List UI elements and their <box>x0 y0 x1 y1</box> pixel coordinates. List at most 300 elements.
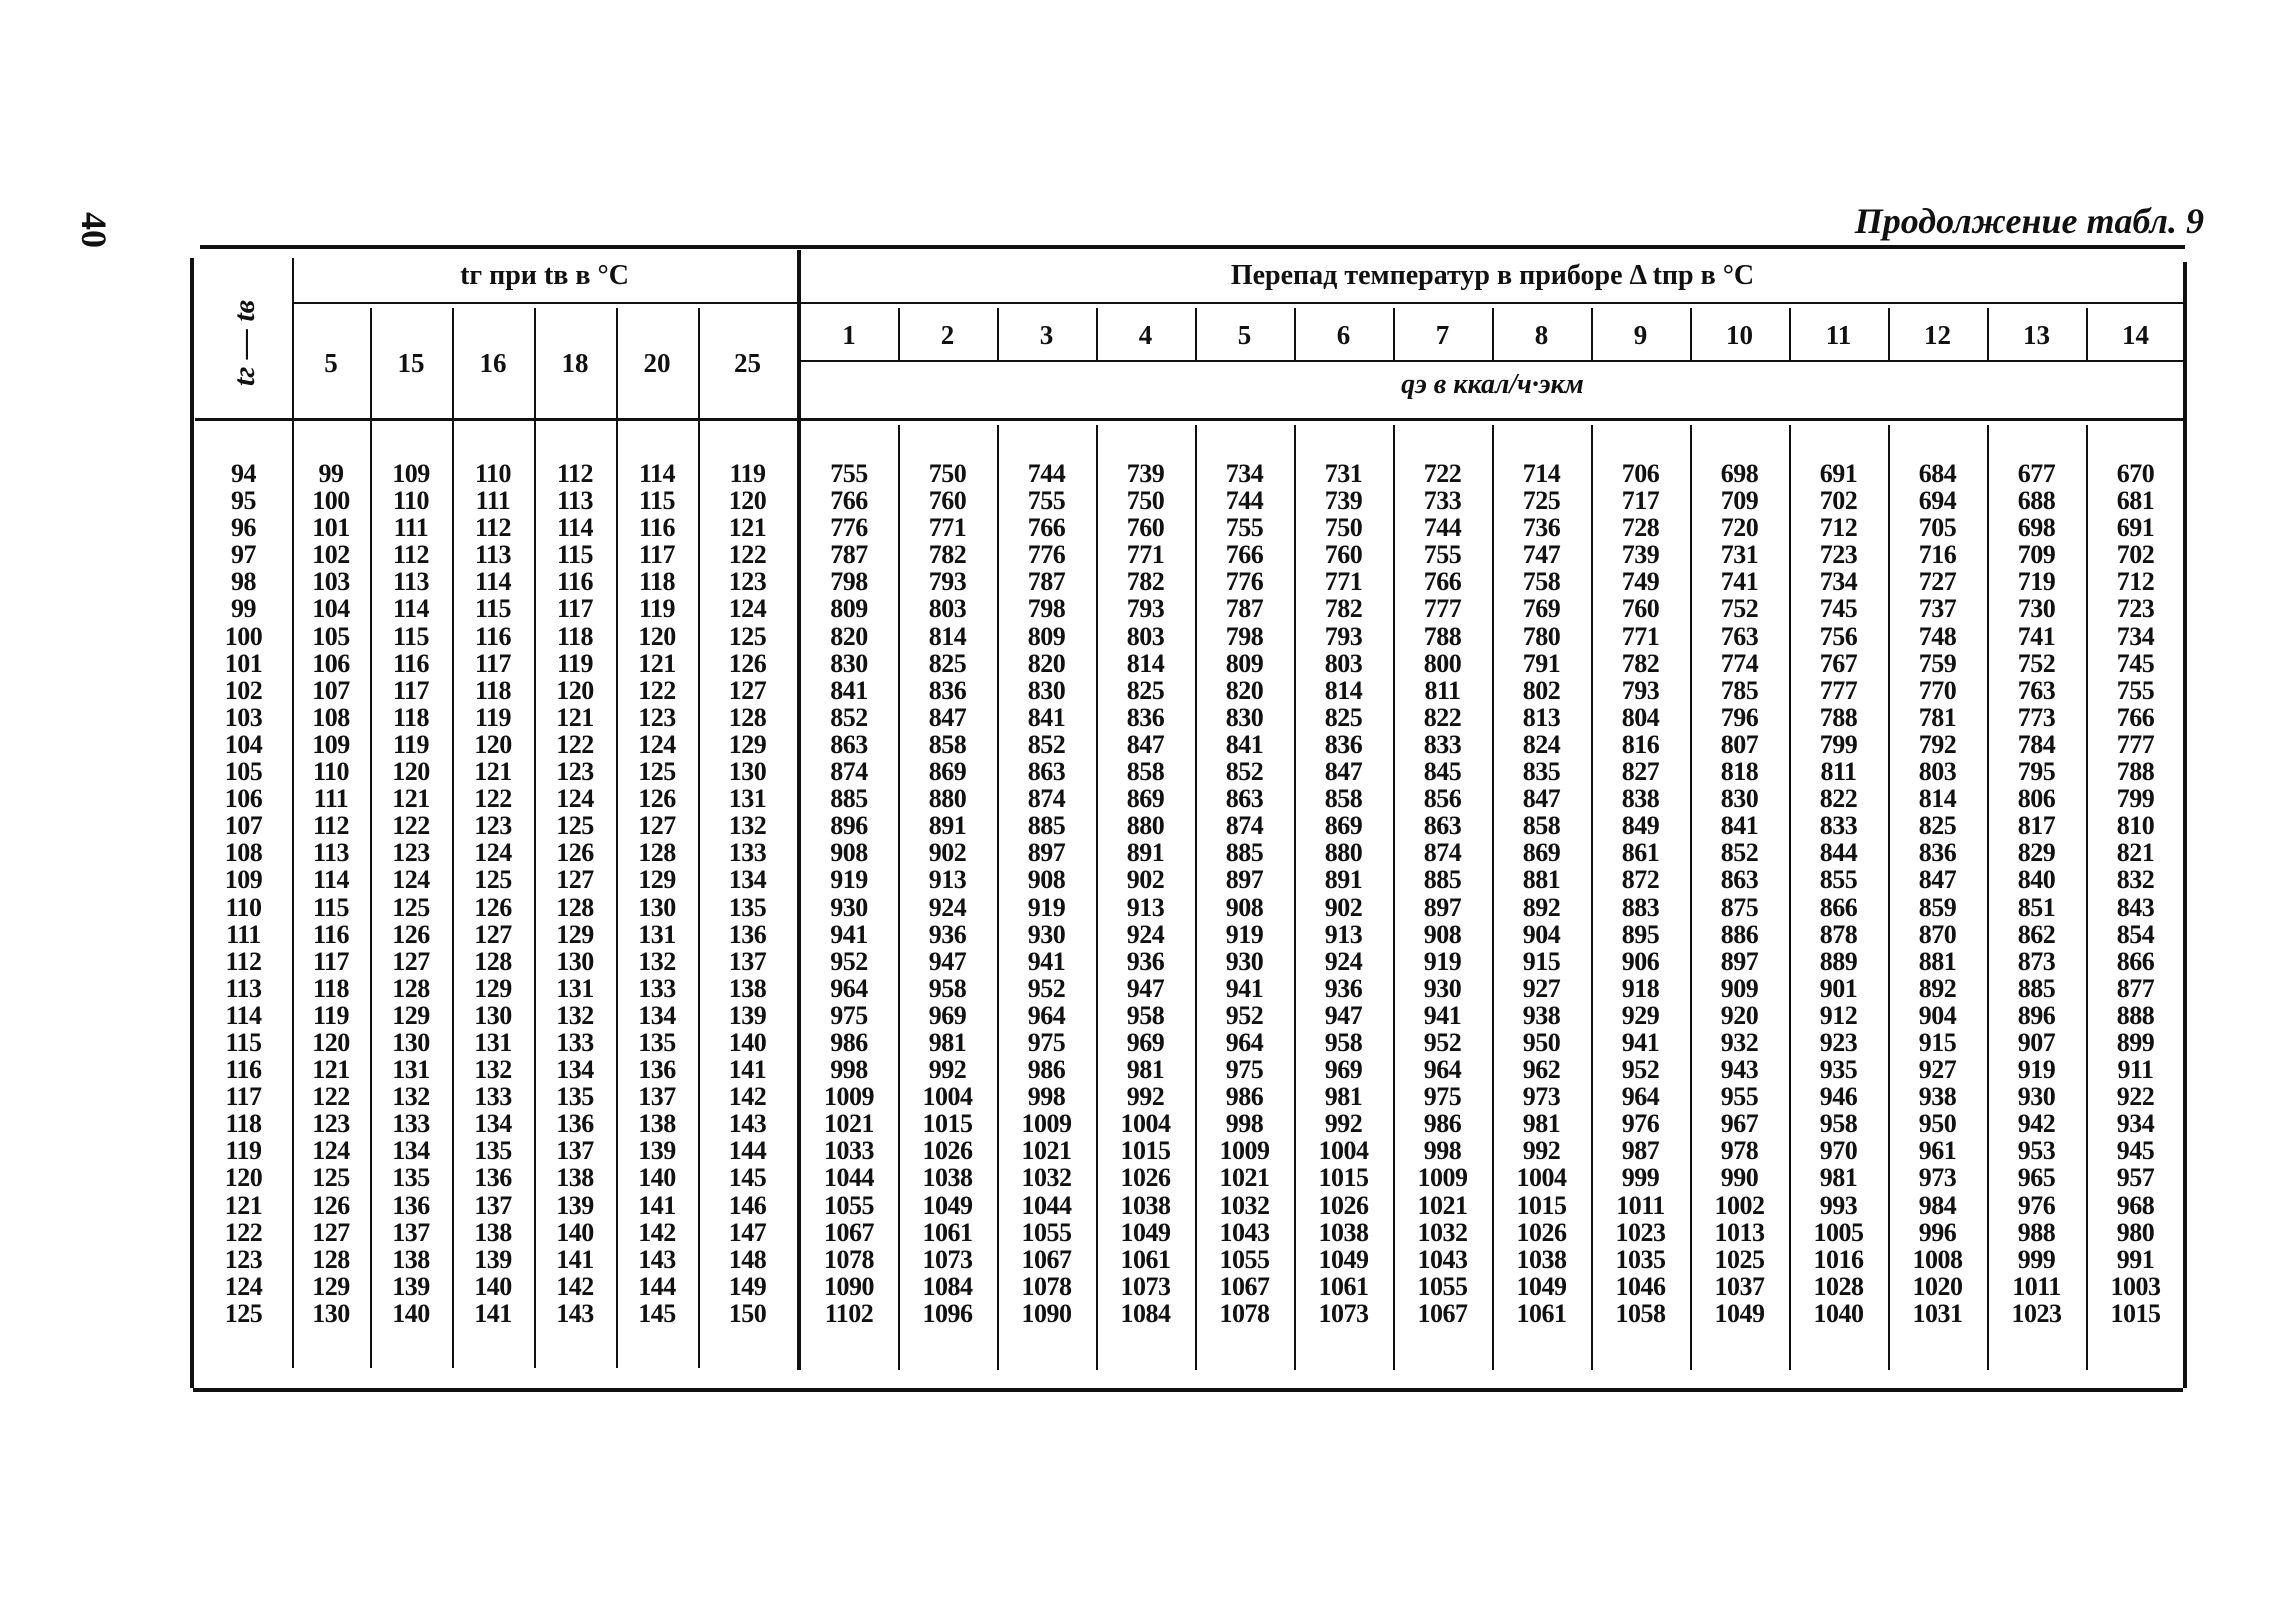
table-cell: 830 <box>1027 675 1066 705</box>
column-header-dt-13: 13 <box>2023 319 2050 350</box>
table-cell: 1084 <box>1120 1298 1171 1328</box>
table-cell: 126 <box>312 1190 350 1220</box>
column-header-dt-7: 7 <box>1435 319 1450 350</box>
table-cell: 760 <box>928 486 967 516</box>
table-cell: 771 <box>1324 567 1363 597</box>
table-cell: 143 <box>638 1244 676 1274</box>
table-cell: 116 <box>474 621 512 651</box>
table-cell: 117 <box>638 540 676 570</box>
table-cell: 705 <box>1918 513 1957 543</box>
column-q-dt-2 <box>898 460 997 1327</box>
table-cell: 935 <box>1819 1055 1858 1085</box>
table-cell: 114 <box>638 459 676 488</box>
table-cell: 988 <box>2017 1217 2056 1247</box>
table-cell: 104 <box>312 594 350 624</box>
table-cell: 1096 <box>922 1298 973 1328</box>
table-cell: 841 <box>1027 702 1066 732</box>
table-cell: 901 <box>1819 973 1858 1003</box>
table-cell: 133 <box>556 1027 594 1057</box>
table-cell: 756 <box>1819 621 1858 651</box>
table-cell: 941 <box>1423 1000 1462 1030</box>
table-cell: 745 <box>1819 594 1858 624</box>
table-cell: 1090 <box>824 1271 874 1301</box>
table-cell: 992 <box>1324 1109 1363 1139</box>
table-cell: 927 <box>1918 1055 1957 1085</box>
table-cell: 942 <box>2017 1109 2056 1139</box>
table-cell: 727 <box>1918 567 1957 597</box>
table-cell: 818 <box>1720 757 1759 787</box>
table-cell: 1015 <box>1318 1163 1369 1193</box>
table-cell: 137 <box>728 946 767 976</box>
table-cell: 125 <box>556 811 594 841</box>
table-cell: 103 <box>224 702 263 732</box>
table-cell: 146 <box>728 1190 767 1220</box>
table-cell: 777 <box>1423 594 1462 624</box>
table-cell: 915 <box>1522 946 1561 976</box>
table-cell: 145 <box>728 1163 767 1193</box>
table-cell: 1073 <box>922 1244 973 1274</box>
table-cell: 830 <box>1225 702 1264 732</box>
table-cell: 889 <box>1819 946 1858 976</box>
table-cell: 125 <box>224 1298 263 1328</box>
table-cell: 968 <box>2116 1190 2155 1220</box>
table-cell: 129 <box>728 729 767 759</box>
table-cell: 128 <box>312 1244 350 1274</box>
table-cell: 1073 <box>1120 1271 1171 1301</box>
table-cell: 109 <box>392 459 430 488</box>
table-cell: 782 <box>1126 567 1165 597</box>
table-cell: 814 <box>1324 675 1363 705</box>
table-cell: 930 <box>830 892 868 922</box>
table-cell: 116 <box>225 1055 262 1085</box>
table-cell: 745 <box>2116 648 2155 678</box>
table-cell: 908 <box>1423 919 1462 949</box>
table-cell: 766 <box>1027 513 1066 543</box>
table-cell: 1015 <box>1516 1190 1567 1220</box>
table-cell: 129 <box>392 1000 430 1030</box>
table-cell: 881 <box>1918 946 1957 976</box>
table-bottom-rule <box>193 1388 2183 1392</box>
table-cell: 111 <box>313 784 349 814</box>
table-cell: 112 <box>392 540 430 570</box>
table-cell: 748 <box>1918 621 1957 651</box>
table-cell: 121 <box>392 784 430 814</box>
table-cell: 1028 <box>1813 1271 1864 1301</box>
table-cell: 773 <box>2017 702 2056 732</box>
table-cell: 115 <box>556 540 594 570</box>
table-cell: 123 <box>392 838 430 868</box>
table-cell: 121 <box>638 648 676 678</box>
table-cell: 858 <box>1522 811 1561 841</box>
table-cell: 116 <box>556 567 594 597</box>
table-cell: 930 <box>1027 919 1066 949</box>
table-cell: 781 <box>1918 702 1957 732</box>
table-cell: 866 <box>2116 946 2155 976</box>
table-cell: 908 <box>1225 892 1264 922</box>
table-cell: 825 <box>1126 675 1165 705</box>
table-cell: 1049 <box>1120 1217 1171 1247</box>
table-continuation-caption: Продолжение табл. 9 <box>1854 201 2204 241</box>
table-cell: 800 <box>1423 648 1462 678</box>
table-left-border <box>190 258 194 1388</box>
table-cell: 110 <box>474 459 512 488</box>
table-cell: 919 <box>1423 946 1462 976</box>
table-cell: 981 <box>1522 1109 1561 1139</box>
column-header-dt-11: 11 <box>1825 319 1852 350</box>
table-cell: 964 <box>1423 1055 1462 1085</box>
table-cell: 1023 <box>2011 1298 2062 1328</box>
table-cell: 110 <box>392 486 430 516</box>
table-cell: 140 <box>392 1298 430 1328</box>
table-cell: 814 <box>928 621 967 651</box>
table-cell: 120 <box>224 1163 263 1193</box>
table-cell: 769 <box>1522 594 1561 624</box>
table-cell: 863 <box>830 729 868 759</box>
table-cell: 110 <box>312 757 350 787</box>
table-cell: 130 <box>474 1000 512 1030</box>
table-cell: 129 <box>312 1271 350 1301</box>
table-cell: 814 <box>1918 784 1957 814</box>
table-cell: 952 <box>1027 973 1066 1003</box>
table-cell: 124 <box>728 594 767 624</box>
table-cell: 752 <box>2017 648 2056 678</box>
column-header-dt-3: 3 <box>1039 319 1054 350</box>
table-cell: 836 <box>928 675 967 705</box>
table-cell: 992 <box>1522 1136 1561 1166</box>
table-cell: 843 <box>2116 892 2155 922</box>
table-cell: 1009 <box>1219 1136 1270 1166</box>
table-cell: 134 <box>638 1000 676 1030</box>
table-cell: 760 <box>1126 513 1165 543</box>
table-cell: 1032 <box>1021 1163 1072 1193</box>
table-cell: 1026 <box>1120 1163 1171 1193</box>
table-cell: 763 <box>1720 621 1759 651</box>
table-cell: 118 <box>556 621 594 651</box>
table-cell: 888 <box>2116 1000 2155 1030</box>
column-q-dt-10 <box>1690 460 1789 1327</box>
column-q-dt-13 <box>1987 460 2086 1327</box>
table-cell: 858 <box>1324 784 1363 814</box>
table-cell: 140 <box>556 1217 594 1247</box>
table-cell: 950 <box>1918 1109 1957 1139</box>
table-cell: 97 <box>231 540 256 570</box>
table-cell: 992 <box>928 1055 967 1085</box>
table-cell: 766 <box>830 486 868 516</box>
table-cell: 135 <box>556 1082 594 1112</box>
table-cell: 119 <box>312 1000 350 1030</box>
table-cell: 969 <box>928 1000 967 1030</box>
table-cell: 126 <box>638 784 676 814</box>
table-cell: 133 <box>392 1109 430 1139</box>
table-cell: 125 <box>392 892 430 922</box>
table-cell: 125 <box>474 865 512 895</box>
table-cell: 134 <box>728 865 767 895</box>
table-cell: 733 <box>1423 486 1462 516</box>
table-cell: 924 <box>1324 946 1363 976</box>
table-cell: 147 <box>728 1217 767 1247</box>
table-cell: 895 <box>1621 919 1660 949</box>
table-cell: 123 <box>728 567 767 597</box>
table-cell: 774 <box>1720 648 1759 678</box>
column-tg-16 <box>452 460 534 1327</box>
table-cell: 124 <box>224 1271 263 1301</box>
table-cell: 135 <box>474 1136 512 1166</box>
table-cell: 936 <box>928 919 967 949</box>
table-cell: 688 <box>2017 486 2056 516</box>
table-cell: 955 <box>1720 1082 1759 1112</box>
table-cell: 770 <box>1918 675 1957 705</box>
table-cell: 824 <box>1522 729 1561 759</box>
table-cell: 986 <box>1027 1055 1066 1085</box>
right-group-underline <box>800 302 2185 304</box>
table-cell: 681 <box>2116 486 2155 516</box>
table-cell: 691 <box>2116 513 2155 543</box>
table-cell: 145 <box>638 1298 676 1328</box>
table-cell: 139 <box>474 1244 512 1274</box>
table-cell: 120 <box>556 675 594 705</box>
table-cell: 755 <box>1027 486 1066 516</box>
table-cell: 863 <box>1720 865 1759 895</box>
page-number: 40 <box>74 212 114 248</box>
table-cell: 766 <box>1423 567 1462 597</box>
table-cell: 702 <box>2116 540 2155 570</box>
table-cell: 1049 <box>1516 1271 1567 1301</box>
table-cell: 1032 <box>1219 1190 1270 1220</box>
table-cell: 793 <box>1126 594 1165 624</box>
table-cell: 776 <box>830 513 868 543</box>
table-cell: 976 <box>1621 1109 1660 1139</box>
column-header-18: 18 <box>561 347 589 378</box>
table-cell: 788 <box>1819 702 1858 732</box>
table-cell: 149 <box>728 1271 767 1301</box>
column-header-dt-12: 12 <box>1924 319 1951 350</box>
table-cell: 128 <box>392 973 430 1003</box>
table-cell: 141 <box>474 1298 512 1328</box>
table-cell: 131 <box>638 919 676 949</box>
table-cell: 132 <box>474 1055 512 1085</box>
table-cell: 129 <box>638 865 676 895</box>
table-cell: 856 <box>1423 784 1462 814</box>
table-cell: 1009 <box>824 1082 874 1112</box>
table-cell: 967 <box>1720 1109 1759 1139</box>
table-cell: 1021 <box>1417 1190 1468 1220</box>
table-cell: 799 <box>1819 729 1858 759</box>
table-cell: 947 <box>1126 973 1165 1003</box>
table-cell: 1023 <box>1615 1217 1666 1247</box>
table-cell: 126 <box>392 919 430 949</box>
table-cell: 838 <box>1621 784 1660 814</box>
table-cell: 803 <box>1918 757 1957 787</box>
table-cell: 833 <box>1819 811 1858 841</box>
column-header-dt-1: 1 <box>842 319 856 350</box>
table-cell: 782 <box>1324 594 1363 624</box>
table-cell: 123 <box>224 1244 263 1274</box>
table-cell: 120 <box>312 1027 350 1057</box>
table-cell: 809 <box>1027 621 1066 651</box>
table-cell: 861 <box>1621 838 1660 868</box>
table-cell: 998 <box>1225 1109 1264 1139</box>
left-group-header: tг при tв в °C <box>460 260 629 291</box>
table-cell: 1026 <box>1318 1190 1369 1220</box>
table-cell: 115 <box>638 486 676 516</box>
table-cell: 996 <box>1918 1217 1957 1247</box>
table-cell: 114 <box>312 865 350 895</box>
table-cell: 932 <box>1720 1027 1759 1057</box>
table-cell: 913 <box>1126 892 1165 922</box>
table-cell: 134 <box>392 1136 430 1166</box>
table-cell: 892 <box>1918 973 1957 1003</box>
table-cell: 787 <box>1027 567 1066 597</box>
table-cell: 825 <box>1918 811 1957 841</box>
table-cell: 793 <box>1621 675 1660 705</box>
table-cell: 117 <box>225 1082 262 1112</box>
table-cell: 109 <box>312 729 350 759</box>
table-cell: 780 <box>1522 621 1561 651</box>
column-q-dt-6 <box>1294 460 1393 1327</box>
table-cell: 138 <box>474 1217 512 1247</box>
table-cell: 788 <box>1423 621 1462 651</box>
table-cell: 117 <box>392 675 430 705</box>
table-cell: 946 <box>1819 1082 1858 1112</box>
table-cell: 717 <box>1621 486 1660 516</box>
table-cell: 897 <box>1027 838 1066 868</box>
table-cell: 749 <box>1621 567 1660 597</box>
table-cell: 849 <box>1621 811 1660 841</box>
table-cell: 859 <box>1918 892 1957 922</box>
column-q-dt-9 <box>1591 460 1690 1327</box>
table-cell: 122 <box>556 729 594 759</box>
table-cell: 722 <box>1423 459 1462 488</box>
column-q-dt-8 <box>1492 460 1591 1327</box>
table-cell: 712 <box>1819 513 1858 543</box>
table-cell: 784 <box>2017 729 2056 759</box>
table-cell: 119 <box>556 648 594 678</box>
table-cell: 907 <box>2017 1027 2056 1057</box>
table-cell: 851 <box>2017 892 2056 922</box>
table-cell: 118 <box>392 702 430 732</box>
table-cell: 1020 <box>1912 1271 1963 1301</box>
table-cell: 100 <box>224 621 263 651</box>
table-cell: 150 <box>728 1298 767 1328</box>
table-cell: 136 <box>728 919 767 949</box>
table-cell: 1055 <box>1219 1244 1270 1274</box>
table-cell: 119 <box>474 702 512 732</box>
table-cell: 841 <box>830 675 868 705</box>
table-cell: 122 <box>728 540 767 570</box>
table-top-rule <box>200 245 2185 249</box>
column-header-25: 25 <box>734 347 761 378</box>
table-cell: 804 <box>1621 702 1660 732</box>
table-cell: 911 <box>2117 1055 2154 1085</box>
table-cell: 1067 <box>1219 1271 1270 1301</box>
table-cell: 1003 <box>2110 1271 2161 1301</box>
table-cell: 121 <box>474 757 512 787</box>
table-cell: 991 <box>2116 1244 2155 1274</box>
table-cell: 965 <box>2017 1163 2056 1193</box>
table-cell: 1002 <box>1714 1190 1765 1220</box>
table-cell: 739 <box>1621 540 1660 570</box>
table-cell: 124 <box>556 784 594 814</box>
table-cell: 941 <box>1225 973 1264 1003</box>
table-cell: 1037 <box>1714 1271 1765 1301</box>
table-cell: 1004 <box>922 1082 973 1112</box>
table-cell: 113 <box>556 486 594 516</box>
table-cell: 118 <box>312 973 350 1003</box>
table-cell: 886 <box>1720 919 1759 949</box>
table-cell: 791 <box>1522 648 1561 678</box>
table-cell: 987 <box>1621 1136 1660 1166</box>
table-cell: 782 <box>928 540 967 570</box>
table-cell: 112 <box>556 459 594 488</box>
table-cell: 1049 <box>1714 1298 1765 1328</box>
table-cell: 139 <box>638 1136 676 1166</box>
table-cell: 885 <box>830 784 868 814</box>
table-cell: 120 <box>728 486 767 516</box>
table-cell: 113 <box>312 838 350 868</box>
table-cell: 118 <box>638 567 676 597</box>
table-cell: 986 <box>1225 1082 1264 1112</box>
column-header-dt-2: 2 <box>940 319 955 350</box>
table-cell: 1026 <box>922 1136 973 1166</box>
table-cell: 115 <box>392 621 430 651</box>
table-cell: 100 <box>312 486 350 516</box>
table-cell: 863 <box>1027 757 1066 787</box>
table-cell: 126 <box>556 838 594 868</box>
table-cell: 998 <box>1027 1082 1066 1112</box>
table-cell: 755 <box>1423 540 1462 570</box>
table-cell: 755 <box>2116 675 2155 705</box>
table-cell: 981 <box>1126 1055 1165 1085</box>
table-cell: 105 <box>224 757 263 787</box>
table-cell: 130 <box>392 1027 430 1057</box>
table-cell: 835 <box>1522 757 1561 787</box>
table-cell: 136 <box>474 1163 512 1193</box>
table-cell: 706 <box>1621 459 1660 488</box>
table-cell: 104 <box>224 729 263 759</box>
table-cell: 836 <box>1324 729 1363 759</box>
column-header-dt-10: 10 <box>1726 319 1753 350</box>
table-cell: 811 <box>1820 757 1857 787</box>
table-cell: 124 <box>638 729 676 759</box>
table-cell: 986 <box>830 1027 868 1057</box>
table-cell: 1025 <box>1714 1244 1765 1274</box>
table-cell: 1078 <box>1219 1298 1270 1328</box>
table-cell: 731 <box>1324 459 1363 488</box>
table-cell: 117 <box>474 648 512 678</box>
table-cell: 725 <box>1522 486 1561 516</box>
table-cell: 816 <box>1621 729 1660 759</box>
table-cell: 98 <box>231 567 256 597</box>
table-cell: 108 <box>224 838 263 868</box>
table-cell: 936 <box>1324 973 1363 1003</box>
table-cell: 684 <box>1918 459 1957 488</box>
table-cell: 739 <box>1324 486 1363 516</box>
table-cell: 902 <box>1324 892 1363 922</box>
table-cell: 125 <box>728 621 767 651</box>
table-cell: 978 <box>1720 1136 1759 1166</box>
table-cell: 136 <box>556 1109 594 1139</box>
table-cell: 785 <box>1720 675 1759 705</box>
table-cell: 836 <box>1918 838 1957 868</box>
table-cell: 115 <box>312 892 350 922</box>
table-cell: 694 <box>1918 486 1957 516</box>
table-cell: 814 <box>1126 648 1165 678</box>
table-cell: 138 <box>392 1244 430 1274</box>
table-cell: 969 <box>1324 1055 1363 1085</box>
table-cell: 723 <box>2116 594 2155 624</box>
table-cell: 1026 <box>1516 1217 1567 1247</box>
table-cell: 760 <box>1324 540 1363 570</box>
